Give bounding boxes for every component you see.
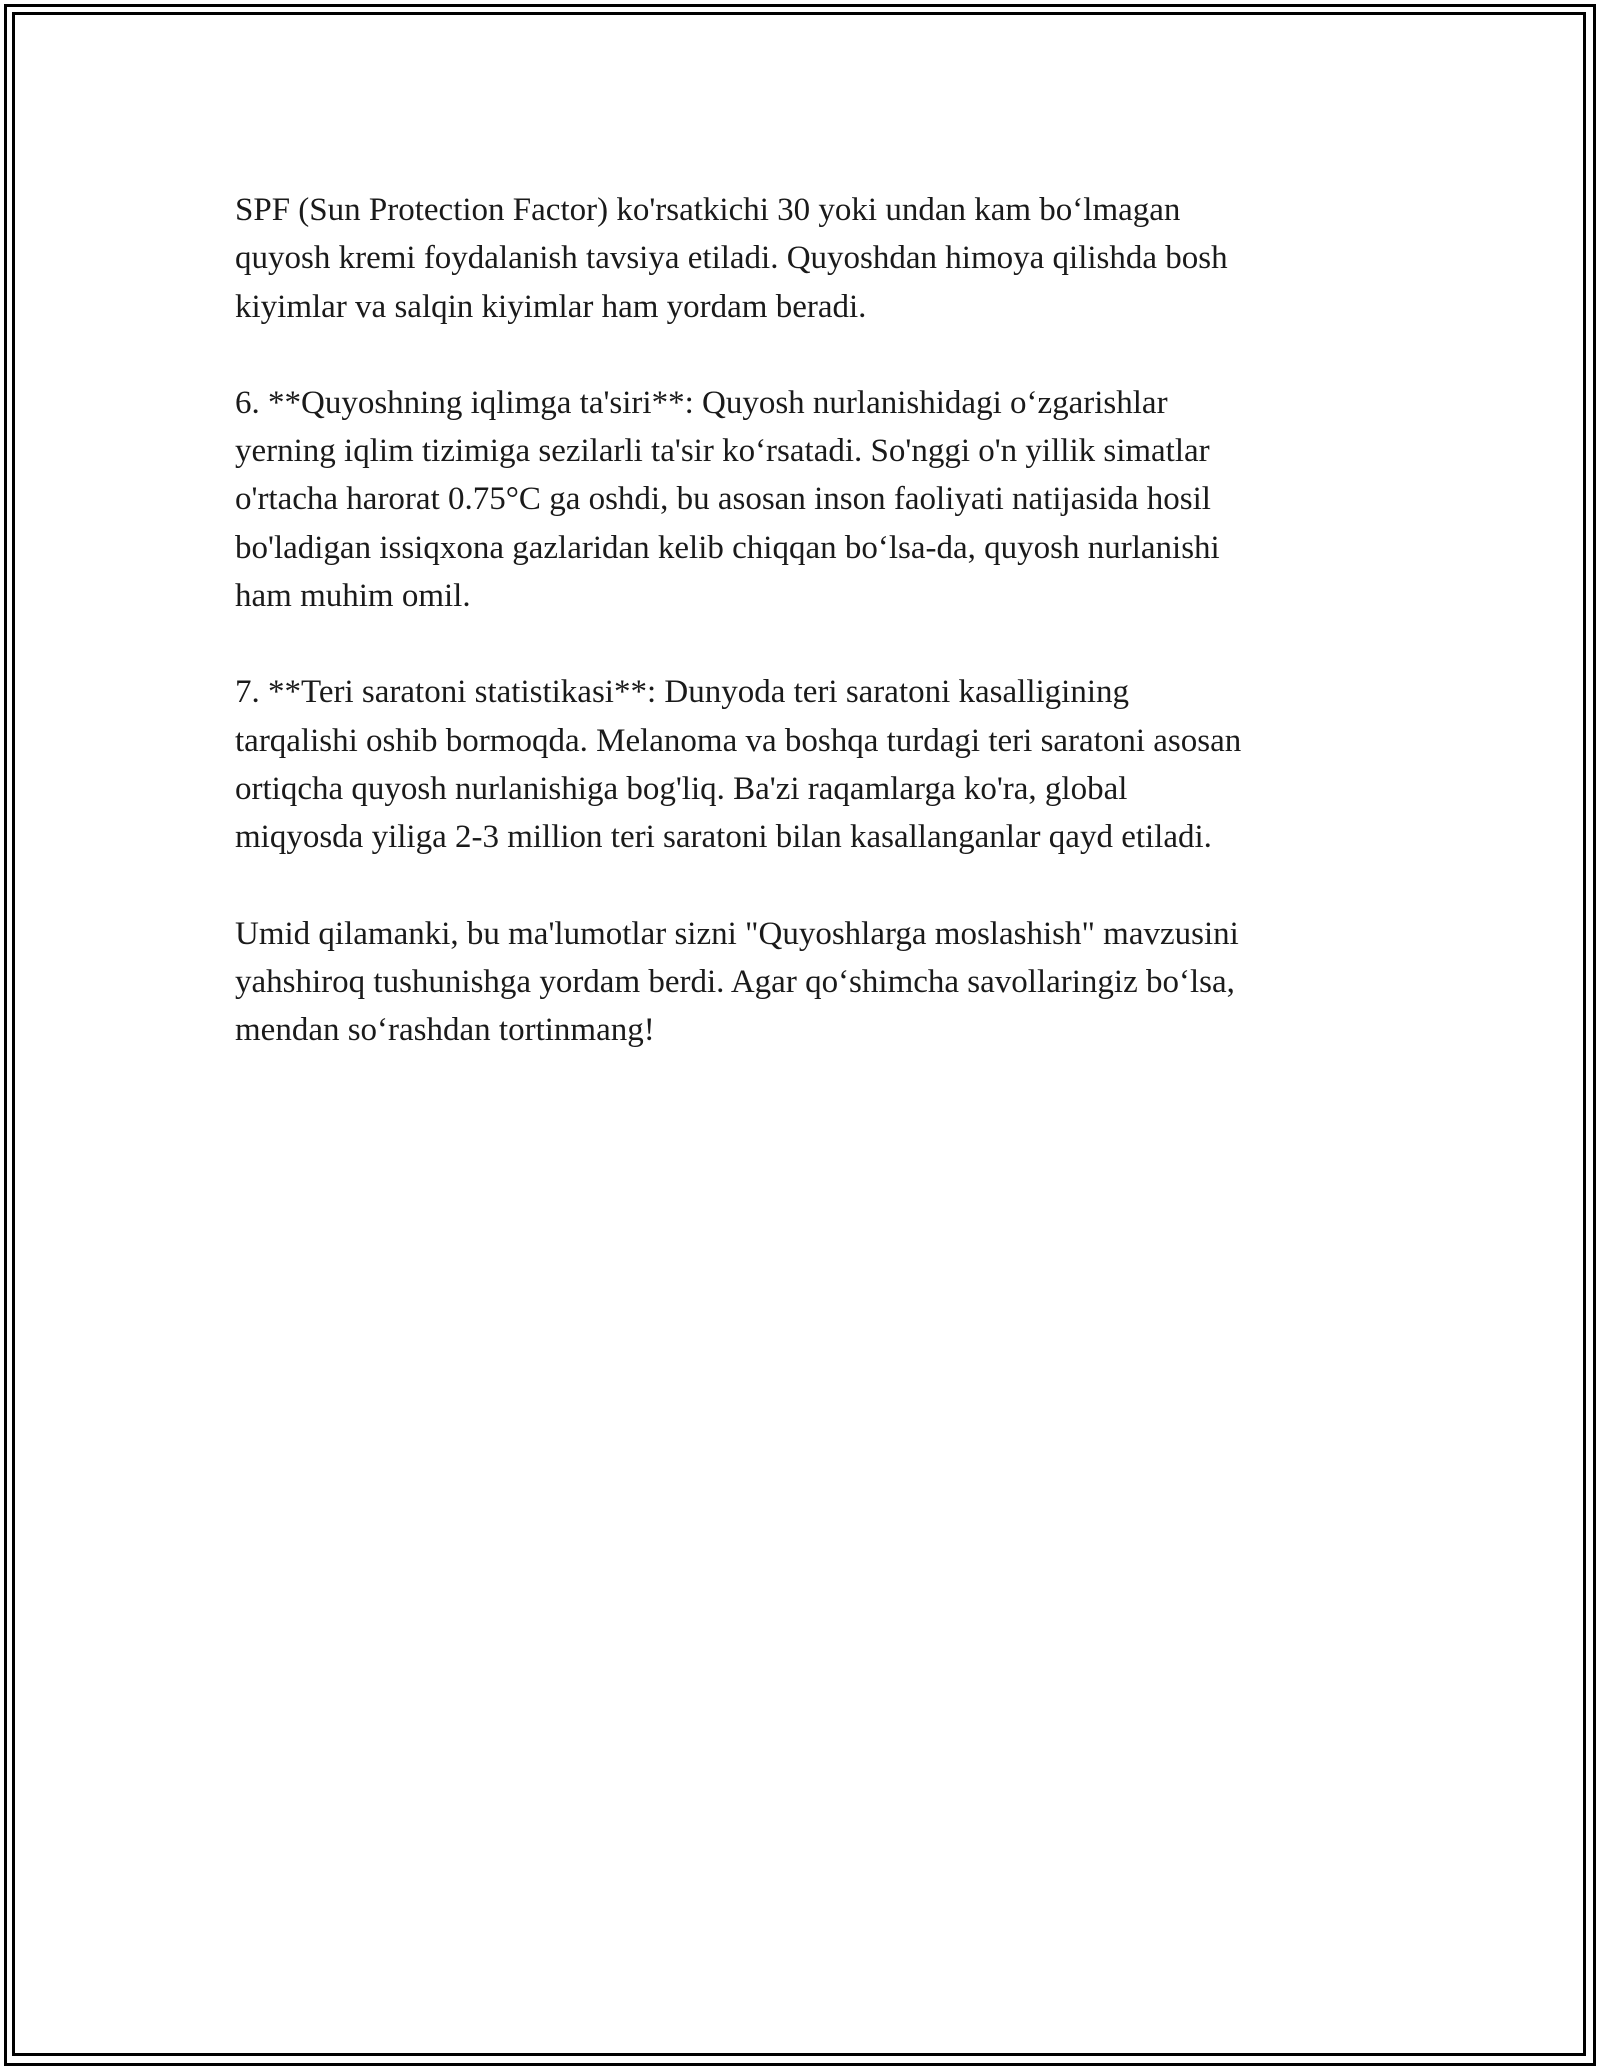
paragraph-spf-advice: SPF (Sun Protection Factor) ko'rsatkichi 30 yoki undan kam bo‘lmagan quyosh kremi foydalanish tavsiya etiladi. Quyoshdan himoya qilishda bosh kiyimlar va salqin kiyimlar ham yordam beradi. [235, 192, 1228, 325]
paragraph-skin-cancer-stats: 7. **Teri saratoni statistikasi**: Dunyoda teri saratoni kasalligining tarqalishi oshib bormoqda. Melanoma va boshqa turdagi teri saratoni asosan ortiqcha quyosh nurlanishiga bog'liq. Ba'zi raqamlarga ko'ra, global miqyosda yiliga 2-3 million teri saratoni bilan kasallanganlar qayd etiladi. [235, 674, 1242, 856]
document-body [235, 186, 1375, 1102]
paragraph-climate-impact: 6. **Quyoshning iqlimga ta'siri**: Quyosh nurlanishidagi o‘zgarishlar yerning iqlim tizimiga sezilarli ta'sir ko‘rsatadi. So'nggi o'n yillik simatlar o'rtacha harorat 0.75°C ga oshdi, bu asosan inson faoliyati natijasida hosil bo'ladigan issiqxona gazlaridan kelib chiqqan bo‘lsa-da, quyosh nurlanishi ham muhim omil. [235, 384, 1220, 615]
paragraph-closing: Umid qilamanki, bu ma'lumotlar sizni "Quyoshlarga moslashish" mavzusini yahshiroq tushunishga yordam berdi. Agar qo‘shimcha savollaringiz bo‘lsa, mendan so‘rashdan tortinmang! [235, 915, 1239, 1049]
